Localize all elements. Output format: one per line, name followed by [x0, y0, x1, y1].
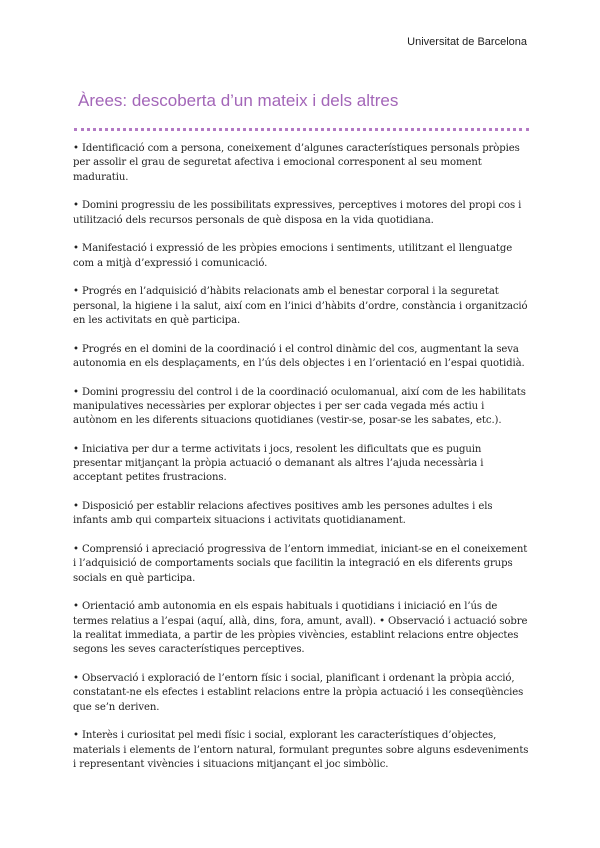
list-item: • Interès i curiositat pel medi físic i social, explorant les característiques d’objectes, materials i elements de l’entorn natural, formulant preguntes sobre alguns esdeveniments i representant vivències i situacions mitjançant el joc simbòlic. — [73, 730, 529, 770]
list-item: • Disposició per establir relacions afectives positives amb les persones adultes i els infants amb qui comparteix situacions i activitats quotidianament. — [73, 501, 493, 527]
page-title: Àrees: descoberta d’un mateix i dels altres — [78, 91, 399, 110]
list-item: • Domini progressiu del control i de la coordinació oculomanual, així com de les habilitats manipulatives necessàries per explorar objectes i per ser cada vegada més actiu i autònom en les diferents situacions quotidianes (vestir-se, posar-se les sabates, etc.). — [73, 386, 526, 427]
list-item: • Identificació com a persona, coneixement d’algunes característiques personals pròpies per assolir el grau de seguretat afectiva i emocional corresponent al seu moment maduratiu. — [73, 143, 520, 183]
list-item: • Orientació amb autonomia en els espais habituals i quotidians i iniciació en l’ús de termes relatius a l’espai (aquí, allà, dins, fora, amunt, avall). • Observació i actuació sobre la realitat immediata, a partir de les pròpies vivències, establint relacions entre objectes segons les seves característiques perceptives. — [73, 601, 528, 656]
objectives-list — [73, 142, 529, 786]
list-item: • Progrés en l’adquisició d’hàbits relacionats amb el benestar corporal i la seguretat personal, la higiene i la salut, així com en l’inici d’hàbits d’ordre, constància i organització en les activitats en què participa. — [73, 286, 528, 326]
list-item: • Progrés en el domini de la coordinació i el control dinàmic del cos, augmentant la seva autonomia en els desplaçaments, en l’ús dels objectes i en l’orientació en l’espai quotidià. — [73, 343, 525, 369]
dotted-divider — [74, 128, 529, 131]
list-item: • Iniciativa per dur a terme activitats i jocs, resolent les dificultats que es puguin presentar mitjançant la pròpia actuació o demanant als altres l’ajuda necessària i acceptant petites frustracions. — [73, 443, 484, 484]
page-header-institution: Universitat de Barcelona — [407, 36, 527, 48]
list-item: • Domini progressiu de les possibilitats expressives, perceptives i motores del propi cos i utilització dels recursos personals de què disposa en la vida quotidiana. — [73, 200, 522, 226]
list-item: • Manifestació i expressió de les pròpies emocions i sentiments, utilitzant el llenguatge com a mitjà d’expressió i comunicació. — [73, 243, 513, 269]
list-item: • Comprensió i apreciació progressiva de l’entorn immediat, iniciant-se en el coneixement i l’adquisició de comportaments socials que facilitin la integració en els diferents grups socials en què participa. — [73, 544, 528, 584]
list-item: • Observació i exploració de l’entorn físic i social, planificant i ordenant la pròpia acció, constatant-ne els efectes i establint relacions entre la pròpia actuació i les conseqüències que se’n deriven. — [73, 672, 524, 713]
